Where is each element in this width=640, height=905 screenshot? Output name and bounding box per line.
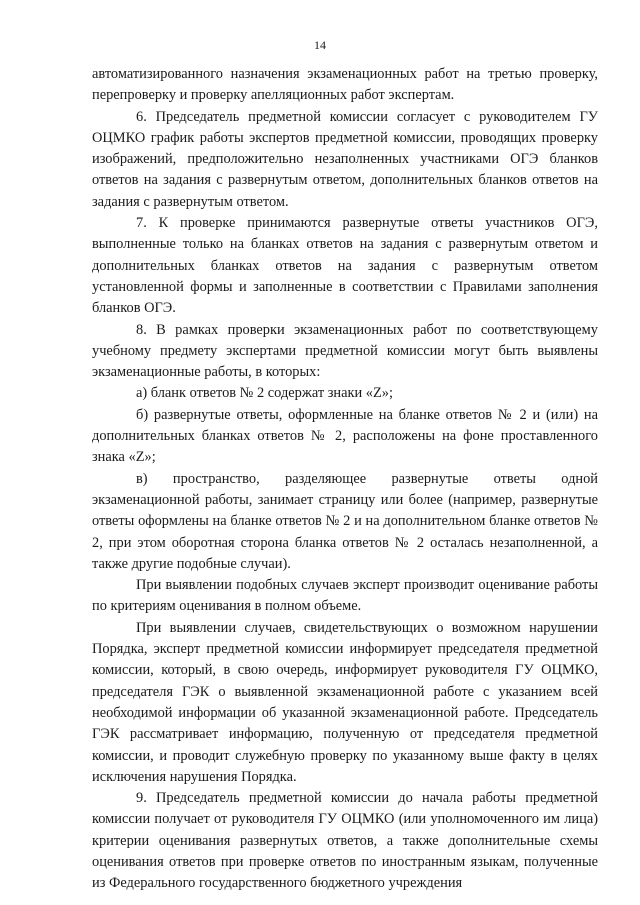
paragraph-item-8: 8. В рамках проверки экзаменационных работ по соответствующему учебному предмету экспертами предметной комиссии могут быть выявлены экзаменационные работы, в которых: [92,321,598,381]
document-body [92,64,598,895]
paragraph-item-7: 7. К проверке принимаются развернутые ответы участников ОГЭ, выполненные только на бланках ответов на задания с развернутым ответом и дополнительных бланках ответов на задания с развернутым ответом установленной формы и заполненные в соответствии с Правилами заполнения бланков ОГЭ. [92,215,598,317]
page-number: 14 [314,38,326,52]
paragraph-assessment-note: При выявлении подобных случаев эксперт производит оценивание работы по критериям оценивания в полном объеме. [92,577,598,615]
paragraph-item-6: 6. Председатель предметной комиссии согласует с руководителем ГУ ОЦМКО график работы экспертов предметной комиссии, проводящих проверку изображений, предположительно незаполненных участниками ОГЭ бланков ответов на задания с развернутым ответом, дополнительных бланков ответов на задания с развернутым ответом. [92,108,598,210]
paragraph-subitem-a: а) бланк ответов № 2 содержат знаки «Z»; [136,385,393,402]
paragraph-continuation: автоматизированного назначения экзаменационных работ на третью проверку, перепроверку и проверку апелляционных работ экспертам. [92,66,598,104]
paragraph-subitem-v: в) пространство, разделяющее развернутые ответы одной экзаменационной работы, занимает страницу или более (например, развернутые ответы оформлены на бланке ответов № 2 и на дополнительном бланке ответов № 2, при этом оборотная сторона бланка ответов № 2 осталась незаполненной, а также другие подобные случаи). [92,470,598,572]
paragraph-violation-procedure: При выявлении случаев, свидетельствующих о возможном нарушении Порядка, эксперт предметной комиссии информирует председателя предметной комиссии, который, в свою очередь, информирует руководителя ГУ ОЦМКО, председателя ГЭК о выявленной экзаменационной работе с указанием всей необходимой информации об указанной экзаменационной работе. Председатель ГЭК рассматривает информацию, полученную от председателя предметной комиссии, и проводит служебную проверку по указанному выше факту в целях исключения нарушения Порядка. [92,619,598,785]
paragraph-item-9: 9. Председатель предметной комиссии до начала работы предметной комиссии получает от руководителя ГУ ОЦМКО (или уполномоченного им лица) критерии оценивания развернутых ответов, а также дополнительные схемы оценивания ответов при проверке ответов по иностранным языкам, полученные из Федерального государственного бюджетного учреждения [92,790,598,892]
paragraph-subitem-b: б) развернутые ответы, оформленные на бланке ответов № 2 и (или) на дополнительных бланках ответов № 2, расположены на фоне проставленного знака «Z»; [92,406,598,466]
